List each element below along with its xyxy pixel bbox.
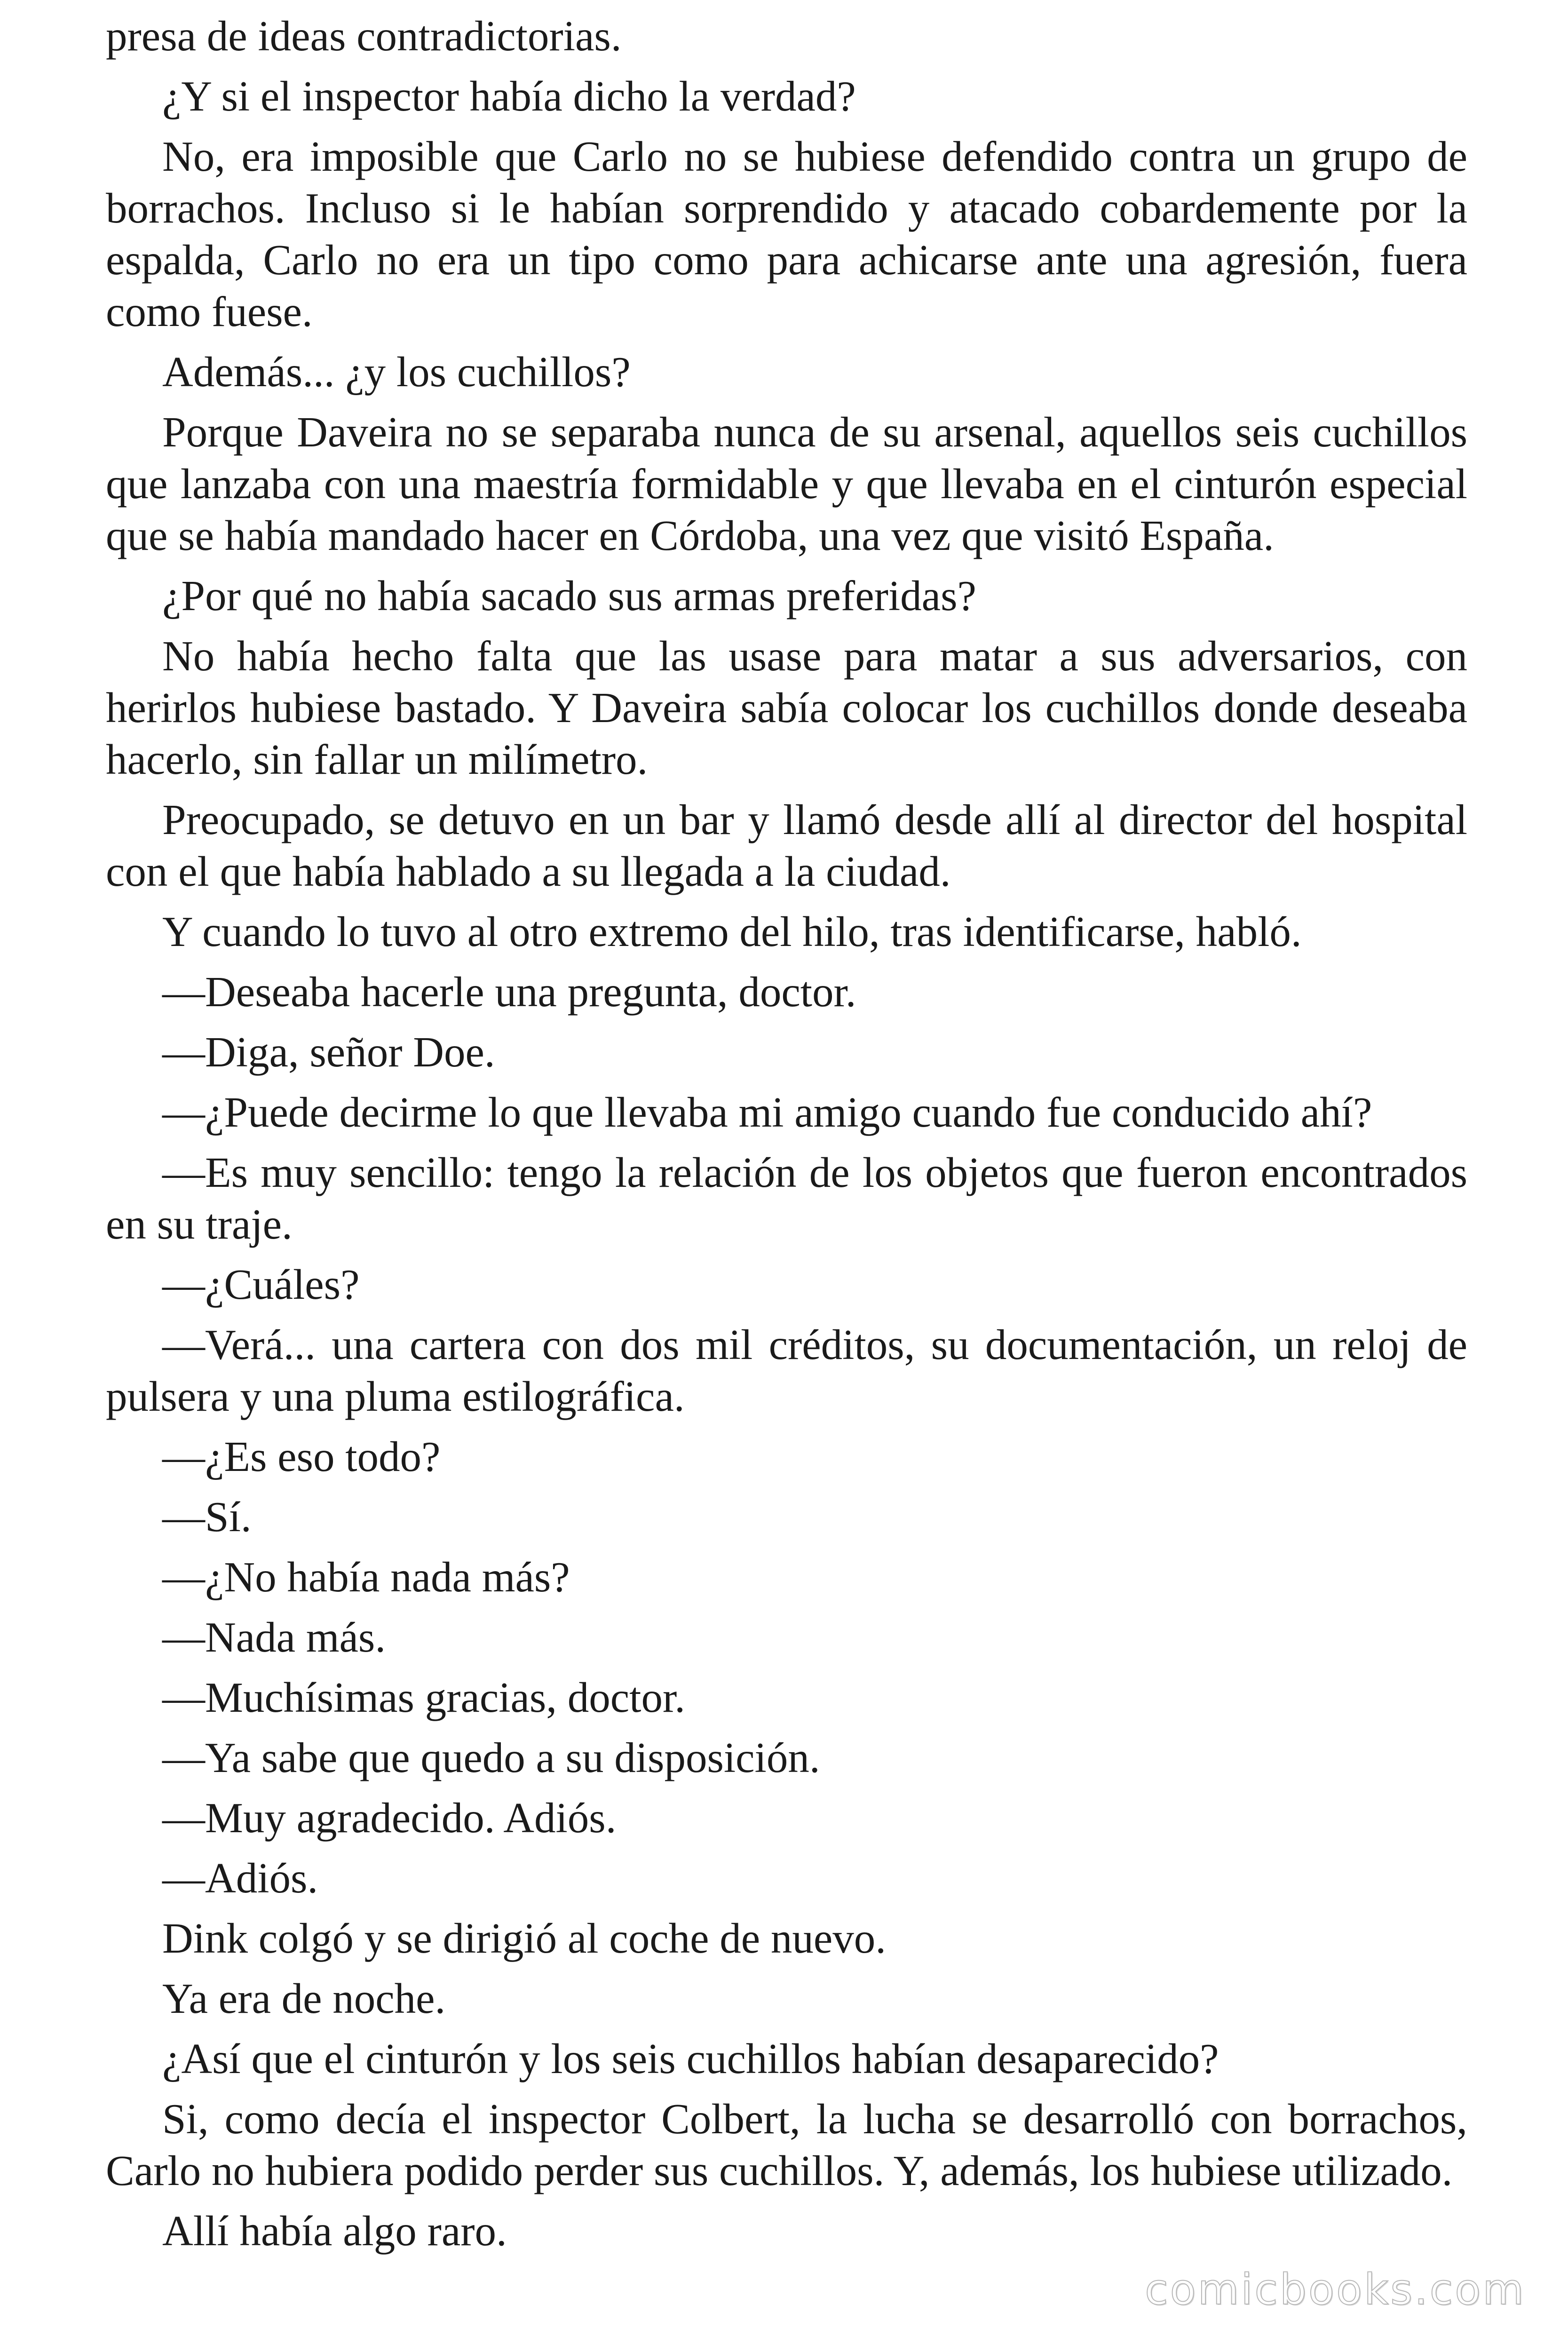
dialogue-line: —¿Cuáles? — [162, 1261, 360, 1308]
paragraph: ¿Por qué no había sacado sus armas preferidas? — [162, 572, 976, 620]
paragraph: Ya era de noche. — [162, 1975, 446, 2022]
dialogue-line: —Verá... una cartera con dos mil créditos, su documentación, un reloj de pulsera y una pluma estilográfica. — [106, 1321, 1467, 1420]
dialogue-line: —Deseaba hacerle una pregunta, doctor. — [162, 968, 856, 1016]
paragraph: Además... ¿y los cuchillos? — [162, 348, 631, 396]
dialogue-line: —Es muy sencillo: tengo la relación de los objetos que fueron encontrados en su traje. — [106, 1149, 1467, 1248]
paragraph: Allí había algo raro. — [162, 2207, 507, 2255]
dialogue-line: —Nada más. — [162, 1613, 386, 1661]
paragraph: No había hecho falta que las usase para matar a sus adversarios, con herirlos hubiese bastado. Y Daveira sabía colocar los cuchillos donde deseaba hacerlo, sin fallar un milímetro. — [106, 632, 1467, 783]
dialogue-line: —Adiós. — [162, 1854, 318, 1902]
paragraph: Preocupado, se detuvo en un bar y llamó desde allí al director del hospital con el que había hablado a su llegada a la ciudad. — [106, 796, 1467, 895]
paragraph: No, era imposible que Carlo no se hubiese defendido contra un grupo de borrachos. Incluso si le habían sorprendido y atacado cobardemente por la espalda, Carlo no era un tipo como para achicarse ante una agresión, fuera como fuese. — [106, 133, 1467, 335]
dialogue-line: —¿No había nada más? — [162, 1553, 570, 1601]
paragraph: Y cuando lo tuvo al otro extremo del hilo, tras identificarse, habló. — [162, 908, 1302, 955]
dialogue-line: —Muy agradecido. Adiós. — [162, 1794, 617, 1842]
paragraph: Porque Daveira no se separaba nunca de su arsenal, aquellos seis cuchillos que lanzaba con una maestría formidable y que llevaba en el cinturón especial que se había mandado hacer en Córdoba, una vez que visitó España. — [106, 408, 1467, 559]
dialogue-line: —¿Es eso todo? — [162, 1433, 441, 1480]
paragraph: presa de ideas contradictorias. — [106, 12, 622, 60]
paragraph: ¿Así que el cinturón y los seis cuchillos habían desaparecido? — [162, 2035, 1219, 2082]
paragraph: Si, como decía el inspector Colbert, la lucha se desarrolló con borrachos, Carlo no hubiera podido perder sus cuchillos. Y, además, los hubiese utilizado. — [106, 2095, 1467, 2194]
dialogue-line: —¿Puede decirme lo que llevaba mi amigo cuando fue conducido ahí? — [162, 1089, 1372, 1136]
paragraph: ¿Y si el inspector había dicho la verdad? — [162, 72, 856, 120]
paragraph: Dink colgó y se dirigió al coche de nuevo. — [162, 1915, 887, 1962]
watermark-logo: comicbooks.com — [1145, 2265, 1526, 2314]
dialogue-line: —Muchísimas gracias, doctor. — [162, 1674, 685, 1721]
dialogue-line: —Ya sabe que quedo a su disposición. — [162, 1734, 820, 1781]
page-body — [106, 0, 1467, 2265]
dialogue-line: —Diga, señor Doe. — [162, 1028, 495, 1076]
dialogue-line: —Sí. — [162, 1493, 252, 1541]
